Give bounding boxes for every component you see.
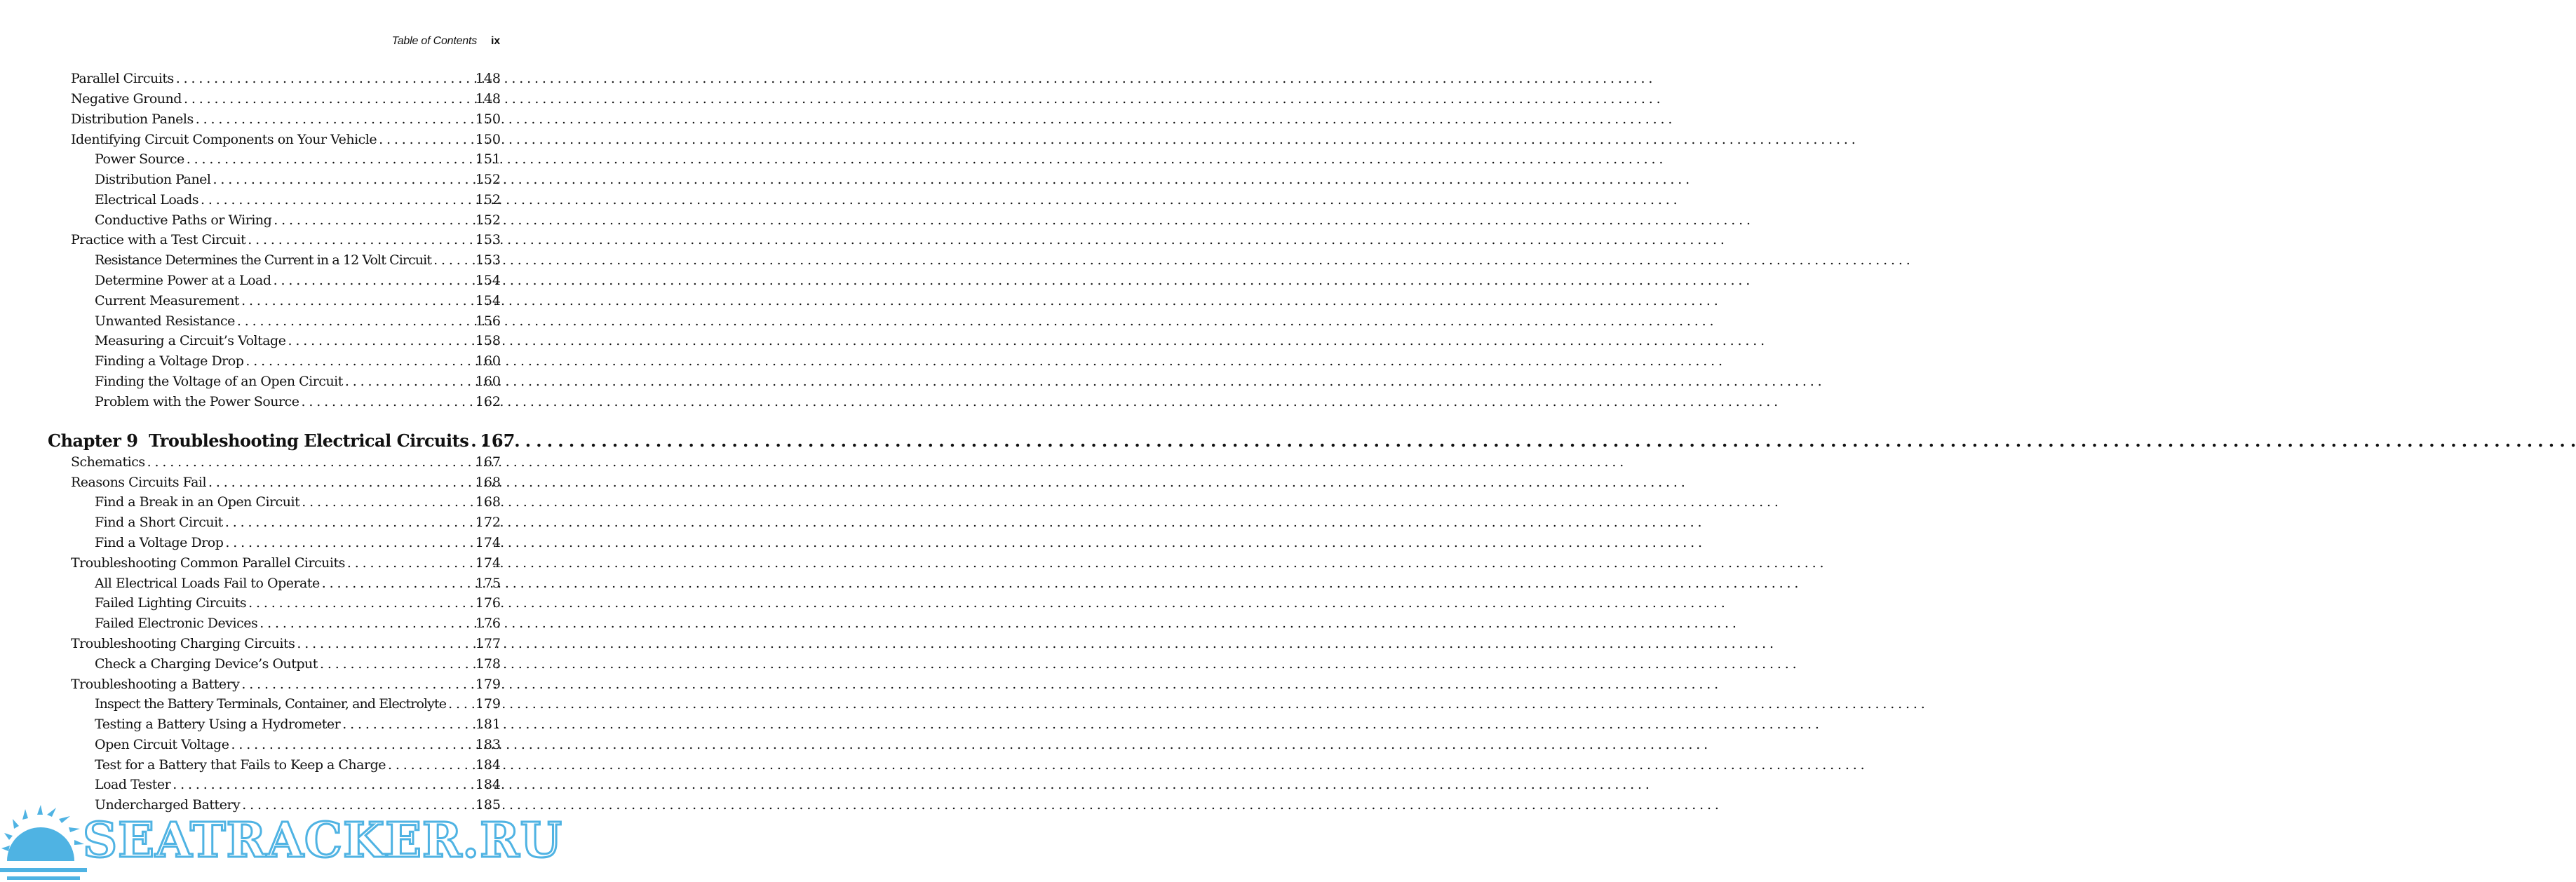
toc-entry-page: 184	[475, 777, 501, 792]
toc-entry-page: 150	[475, 111, 501, 127]
toc-entry-title: Parallel Circuits	[71, 71, 174, 86]
running-head	[392, 35, 500, 48]
toc-entry[interactable]	[95, 170, 501, 190]
toc-entry-page: 172	[475, 515, 501, 530]
toc-entry-title: Find a Short Circuit	[95, 515, 223, 530]
toc-entry-title: Inspect the Battery Terminals, Container, and Electrolyte	[95, 696, 447, 712]
toc-entry-page: 162	[475, 394, 501, 409]
toc-entry[interactable]	[71, 130, 501, 150]
toc-entry-title: Unwanted Resistance	[95, 313, 235, 329]
dot-leader	[431, 250, 476, 271]
toc-entry-title: Current Measurement	[95, 293, 240, 308]
toc-entry-page: 152	[475, 192, 501, 208]
toc-entry-page: 184	[475, 757, 501, 773]
toc-entry-page: 156	[475, 313, 501, 329]
toc-entry-title: Power Source	[95, 151, 184, 167]
toc-entry[interactable]	[95, 694, 501, 714]
dot-leader	[446, 694, 476, 714]
toc-entry-page: 160	[475, 353, 501, 369]
toc-entry-title: Distribution Panels	[71, 111, 194, 127]
toc-entry[interactable]	[95, 149, 501, 170]
dot-leader	[229, 735, 475, 755]
toc-entry-page: 175	[475, 576, 501, 591]
toc-entry-page: 181	[475, 717, 501, 732]
toc-entry[interactable]	[71, 634, 501, 654]
toc-entry-page: 151	[475, 151, 501, 167]
toc-entry-page: 152	[475, 212, 501, 228]
dot-leader	[211, 170, 476, 190]
toc-entry-page: 154	[475, 273, 501, 288]
toc-entry-title: Undercharged Battery	[95, 797, 241, 813]
dot-leader	[235, 311, 476, 332]
dot-leader	[285, 331, 475, 351]
dot-leader	[194, 109, 476, 130]
toc-entry[interactable]	[71, 109, 501, 130]
dot-leader	[257, 613, 476, 634]
toc-entry-title: Measuring a Circuit’s Voltage	[95, 333, 286, 348]
toc-entry-title: Find a Break in an Open Circuit	[95, 494, 300, 510]
toc-entry-page: 168	[475, 494, 501, 510]
toc-entry-page: 148	[475, 91, 501, 107]
toc-entry[interactable]	[95, 392, 501, 412]
toc-entry[interactable]	[71, 553, 501, 574]
toc-entry-title: Troubleshooting a Battery	[71, 677, 240, 692]
toc-entry[interactable]	[95, 613, 501, 634]
toc-entry-page: 179	[475, 696, 501, 712]
toc-entry-page: 152	[475, 172, 501, 187]
dot-leader	[198, 190, 476, 210]
dot-leader	[377, 130, 476, 150]
toc-entry-title: Find a Voltage Drop	[95, 535, 224, 550]
dot-leader	[299, 392, 476, 412]
toc-entry[interactable]	[95, 190, 501, 210]
toc-entry-page: 174	[475, 555, 501, 571]
toc-entry-page: 176	[475, 595, 501, 611]
toc-entry[interactable]	[95, 714, 501, 735]
toc-entry-title: Troubleshooting Common Parallel Circuits	[71, 555, 345, 571]
toc-entry-page: 185	[475, 797, 501, 813]
toc-entry[interactable]	[95, 210, 501, 231]
toc-entry-title: Testing a Battery Using a Hydrometer	[95, 717, 341, 732]
dot-leader	[345, 553, 476, 574]
chapter-page: 167	[480, 430, 515, 451]
toc-entry-title: Identifying Circuit Components on Your Vehicle	[71, 132, 377, 147]
toc-entry[interactable]	[95, 755, 501, 775]
toc-entry-page: 174	[475, 535, 501, 550]
toc-entry-page: 167	[475, 454, 501, 470]
toc-entry[interactable]	[95, 654, 501, 674]
dot-leader	[170, 775, 475, 795]
toc-entry-page: 158	[475, 333, 501, 348]
toc-entry[interactable]	[95, 291, 501, 311]
toc-entry-page: 178	[475, 656, 501, 672]
toc-entry-title: Finding the Voltage of an Open Circuit	[95, 374, 343, 389]
toc-entry-page: 177	[475, 636, 501, 651]
toc-entry[interactable]	[95, 250, 501, 271]
sun-logo-icon	[0, 799, 88, 882]
dot-leader	[468, 428, 480, 454]
toc-entry-title: Load Tester	[95, 777, 171, 792]
toc-entry-title: Determine Power at a Load	[95, 273, 271, 288]
dot-leader	[320, 574, 476, 594]
toc-entry[interactable]	[95, 574, 501, 594]
toc-entry[interactable]	[95, 775, 501, 795]
toc-entry[interactable]	[95, 311, 501, 332]
dot-leader	[184, 149, 476, 170]
toc-entry-title: Failed Lighting Circuits	[95, 595, 247, 611]
toc-entry[interactable]	[95, 271, 501, 291]
toc-entry-page: 153	[475, 252, 501, 268]
toc-entry[interactable]	[95, 735, 501, 755]
dot-leader	[243, 351, 475, 372]
dot-leader	[239, 674, 475, 695]
toc-entry-title: Reasons Circuits Fail	[71, 475, 207, 490]
toc-entry[interactable]	[95, 492, 501, 513]
toc-entry-title: Troubleshooting Charging Circuits	[71, 636, 295, 651]
toc-entry-title: Open Circuit Voltage	[95, 737, 229, 752]
dot-leader	[340, 714, 476, 735]
toc-entry-title: Practice with a Test Circuit	[71, 232, 246, 247]
dot-leader	[271, 210, 475, 231]
watermark-text: SEATRACKER.RU	[83, 813, 562, 869]
dot-leader	[239, 291, 476, 311]
dot-leader	[271, 271, 476, 291]
dot-leader	[223, 513, 476, 533]
toc-entry-title: Test for a Battery that Fails to Keep a Charge	[95, 757, 386, 773]
toc-entry-title: Negative Ground	[71, 91, 182, 107]
dot-leader	[343, 372, 476, 392]
dot-leader	[245, 230, 475, 250]
toc-entry[interactable]	[95, 331, 501, 351]
toc-entry-page: 176	[475, 616, 501, 631]
toc-entry-title: Electrical Loads	[95, 192, 199, 208]
page-number: ix	[491, 35, 500, 47]
dot-leader	[386, 755, 476, 775]
toc-entry[interactable]	[71, 230, 501, 250]
toc-entry-title: Conductive Paths or Wiring	[95, 212, 272, 228]
toc-entry[interactable]	[71, 674, 501, 695]
dot-leader	[145, 452, 476, 473]
toc-entry-title: Failed Electronic Devices	[95, 616, 258, 631]
toc-entry-title: All Electrical Loads Fail to Operate	[95, 576, 320, 591]
watermark	[0, 799, 562, 882]
toc-entry-page: 179	[475, 677, 501, 692]
toc-entry[interactable]	[95, 533, 501, 553]
toc-chapter-heading[interactable]	[48, 428, 515, 454]
dot-leader	[174, 69, 476, 89]
toc-entry-page: 183	[475, 737, 501, 752]
toc-entry[interactable]	[95, 513, 501, 533]
toc-entry-page: 160	[475, 374, 501, 389]
toc-entry-title: Distribution Panel	[95, 172, 211, 187]
toc-entry[interactable]	[95, 372, 501, 392]
toc-entry-title: Check a Charging Device’s Output	[95, 656, 318, 672]
dot-leader	[318, 654, 476, 674]
dot-leader	[246, 593, 476, 613]
toc-entry-page: 148	[475, 71, 501, 86]
dot-leader	[206, 473, 476, 493]
toc-entry[interactable]	[71, 89, 501, 109]
toc-entry-page: 150	[475, 132, 501, 147]
toc-entry-page: 153	[475, 232, 501, 247]
dot-leader	[299, 492, 475, 513]
toc-entry-title: Resistance Determines the Current in a 12 Volt Circuit	[95, 252, 432, 268]
dot-leader	[182, 89, 476, 109]
dot-leader	[223, 533, 475, 553]
toc-entry-page: 168	[475, 475, 501, 490]
toc-entry[interactable]	[95, 351, 501, 372]
toc-entry-title: Schematics	[71, 454, 145, 470]
chapter-title: Chapter 9 Troubleshooting Electrical Circuits	[48, 430, 469, 451]
dot-leader	[295, 634, 475, 654]
running-head-title: Table of Contents	[391, 35, 478, 47]
toc-entry-title: Finding a Voltage Drop	[95, 353, 244, 369]
toc-entry-page: 154	[475, 293, 501, 308]
toc-entry[interactable]	[71, 452, 501, 473]
toc-entry-title: Problem with the Power Source	[95, 394, 299, 409]
toc-entry[interactable]	[95, 593, 501, 613]
toc-entry[interactable]	[71, 473, 501, 493]
toc-entry[interactable]	[71, 69, 501, 89]
